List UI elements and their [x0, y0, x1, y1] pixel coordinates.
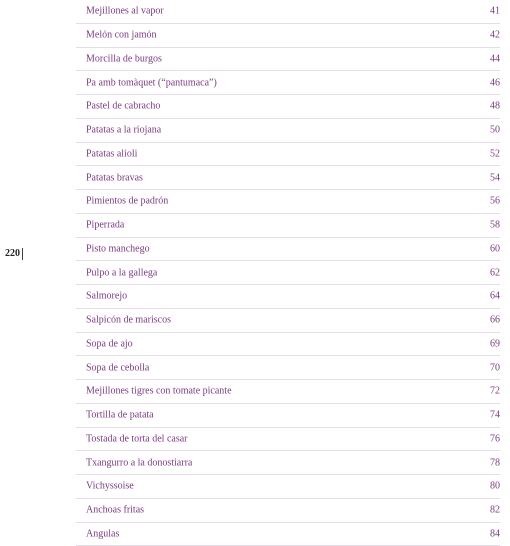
toc-row[interactable]	[76, 214, 500, 238]
toc-row[interactable]	[76, 166, 500, 190]
toc-entry-title[interactable]: Morcilla de burgos	[86, 53, 162, 64]
toc-row[interactable]	[76, 119, 500, 143]
toc-row[interactable]	[76, 523, 500, 546]
toc-row[interactable]	[76, 0, 500, 24]
toc-entry-title[interactable]: Vichyssoise	[86, 481, 134, 492]
toc-entry-page: 76	[490, 433, 500, 444]
toc-row[interactable]	[76, 95, 500, 119]
toc-entry-page: 78	[490, 457, 500, 468]
toc-row[interactable]	[76, 143, 500, 167]
toc-entry-page: 50	[490, 125, 500, 136]
toc-entry-page: 64	[490, 291, 500, 302]
toc-entry-page: 74	[490, 410, 500, 421]
toc-entry-title[interactable]: Pa amb tomàquet (“pantumaca”)	[86, 77, 217, 88]
toc-entry-title[interactable]: Pulpo a la gallega	[86, 267, 157, 278]
toc-entry-page: 52	[490, 148, 500, 159]
toc-row[interactable]	[76, 261, 500, 285]
toc-entry-title[interactable]: Salmorejo	[86, 291, 127, 302]
toc-entry-title[interactable]: Piperrada	[86, 220, 124, 231]
toc-entry-title[interactable]: Tostada de torta del casar	[86, 433, 187, 444]
toc-entry-page: 46	[490, 77, 500, 88]
toc-entry-title[interactable]: Patatas a la riojana	[86, 125, 161, 136]
toc-entry-page: 58	[490, 220, 500, 231]
toc-entry-page: 84	[490, 528, 500, 539]
toc-entry-page: 72	[490, 386, 500, 397]
toc-entry-page: 62	[490, 267, 500, 278]
toc-entry-title[interactable]: Mejillones tigres con tomate picante	[86, 386, 232, 397]
toc-entry-page: 80	[490, 481, 500, 492]
toc-entry-page: 70	[490, 362, 500, 373]
toc-entry-title[interactable]: Pimientos de padrón	[86, 196, 168, 207]
toc-row[interactable]	[76, 451, 500, 475]
toc-entry-page: 41	[490, 6, 500, 17]
toc-row[interactable]	[76, 238, 500, 262]
toc-entry-title[interactable]: Melón con jamón	[86, 30, 157, 41]
toc-entry-page: 69	[490, 338, 500, 349]
toc-entry-page: 44	[490, 53, 500, 64]
toc-row[interactable]	[76, 499, 500, 523]
toc-entry-title[interactable]: Patatas alioli	[86, 148, 137, 159]
toc-entry-title[interactable]: Patatas bravas	[86, 172, 143, 183]
table-of-contents	[76, 0, 500, 546]
toc-row[interactable]	[76, 48, 500, 72]
toc-entry-title[interactable]: Txangurro a la donostiarra	[86, 457, 192, 468]
toc-row[interactable]	[76, 285, 500, 309]
toc-entry-title[interactable]: Sopa de ajo	[86, 338, 133, 349]
toc-entry-page: 82	[490, 505, 500, 516]
toc-row[interactable]	[76, 24, 500, 48]
toc-entry-title[interactable]: Sopa de cebolla	[86, 362, 149, 373]
toc-row[interactable]	[76, 475, 500, 499]
toc-row[interactable]	[76, 428, 500, 452]
toc-row[interactable]	[76, 404, 500, 428]
toc-entry-title[interactable]: Pisto manchego	[86, 243, 150, 254]
toc-row[interactable]	[76, 333, 500, 357]
toc-entry-page: 56	[490, 196, 500, 207]
toc-entry-page: 42	[490, 30, 500, 41]
toc-row[interactable]	[76, 380, 500, 404]
toc-entry-page: 48	[490, 101, 500, 112]
toc-entry-title[interactable]: Angulas	[86, 528, 119, 539]
toc-entry-page: 60	[490, 243, 500, 254]
toc-entry-title[interactable]: Pastel de cabracho	[86, 101, 160, 112]
toc-entry-title[interactable]: Anchoas fritas	[86, 505, 144, 516]
toc-entry-title[interactable]: Salpicón de mariscos	[86, 315, 171, 326]
toc-entry-page: 66	[490, 315, 500, 326]
toc-entry-title[interactable]: Mejillones al vapor	[86, 6, 164, 17]
toc-row[interactable]	[76, 71, 500, 95]
page-number: 220	[5, 248, 23, 260]
toc-entry-title[interactable]: Tortilla de patata	[86, 410, 154, 421]
toc-row[interactable]	[76, 356, 500, 380]
toc-row[interactable]	[76, 309, 500, 333]
toc-row[interactable]	[76, 190, 500, 214]
toc-entry-page: 54	[490, 172, 500, 183]
